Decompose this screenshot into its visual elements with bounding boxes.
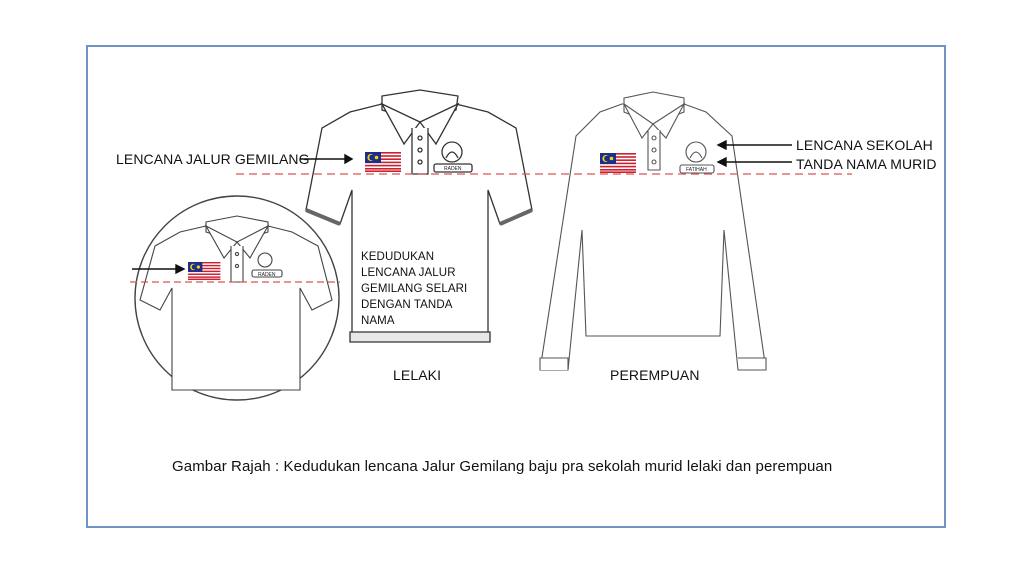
lelaki-flag-badge bbox=[365, 152, 401, 172]
label-lencana-sekolah: LENCANA SEKOLAH bbox=[796, 137, 933, 153]
label-perempuan: PEREMPUAN bbox=[610, 367, 700, 383]
zoom-circle bbox=[135, 196, 339, 400]
lelaki-name-tag: RADEN bbox=[444, 166, 462, 172]
perempuan-name-tag: FATIHAH bbox=[686, 167, 707, 173]
zoom-flag-badge bbox=[188, 262, 220, 280]
label-lencana-jalur-gemilang: LENCANA JALUR GEMILANG bbox=[116, 151, 310, 167]
perempuan-long-sleeve-shirt bbox=[540, 92, 766, 370]
zoom-name-tag: RADEN bbox=[258, 272, 276, 278]
label-tanda-nama-murid: TANDA NAMA MURID bbox=[796, 156, 937, 172]
perempuan-flag-badge bbox=[600, 153, 636, 173]
label-lelaki: LELAKI bbox=[393, 367, 442, 383]
label-kedudukan-note: KEDUDUKAN LENCANA JALUR GEMILANG SELARI DENGAN TANDA NAMA bbox=[361, 251, 468, 327]
figure-caption: Gambar Rajah : Kedudukan lencana Jalur Gemilang baju pra sekolah murid lelaki dan perempuan bbox=[172, 458, 833, 475]
